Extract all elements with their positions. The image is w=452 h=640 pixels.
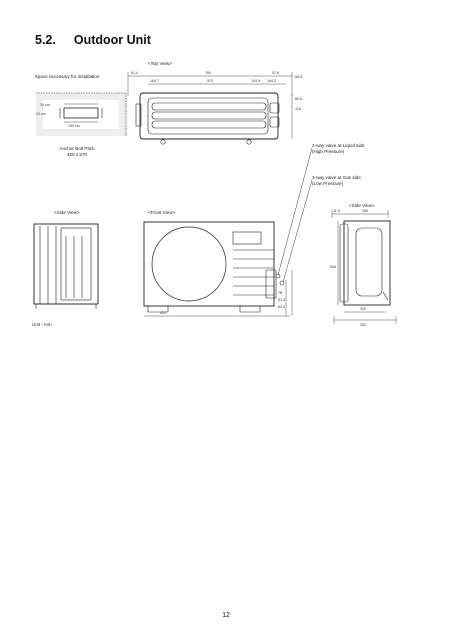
installation-space-diagram xyxy=(36,93,126,136)
page-number: 12 xyxy=(222,612,230,619)
clearance-front: 100 cm xyxy=(68,124,80,128)
section-title: Outdoor Unit xyxy=(73,33,151,47)
front-view-drawing xyxy=(144,222,292,316)
right-side-view-label: <Side View> xyxy=(349,203,375,208)
dim-top-seg3: 104.9 xyxy=(251,79,260,83)
dim-side-depth: 289 xyxy=(362,209,368,213)
valve-gas-note: (Low Pressure) xyxy=(312,181,344,186)
valve-liquid-note: (High Pressure) xyxy=(312,149,345,154)
dim-top-left-offset: 91.4 xyxy=(131,71,138,75)
dim-top-right-part: 57.6 xyxy=(272,71,279,75)
dim-top-seg2: 570 xyxy=(207,79,213,83)
left-side-view-label: <Side View> xyxy=(54,210,80,215)
dim-side-overall: 352 xyxy=(360,323,366,327)
dim-front-valve-c: 63.4 xyxy=(278,305,285,309)
clearance-back: 10 cm xyxy=(40,103,50,107)
valve-liquid-label: 2-way valve at Liquid side xyxy=(312,143,365,148)
anchor-bolt-label: Anchor Bolt Pitch xyxy=(59,146,95,151)
anchor-bolt-size: 320 x 570 xyxy=(66,152,88,157)
dim-side-base: 320 xyxy=(360,307,366,311)
top-view-label: <Top View> xyxy=(148,61,172,66)
dim-side-height: 540 xyxy=(330,265,336,269)
dim-top-depth-a: 55.5 xyxy=(295,75,302,79)
unit-label: Unit : mm xyxy=(32,322,52,327)
dim-front-bottom: 422 xyxy=(160,311,166,315)
valve-gas-label: 3-way valve at Gas side xyxy=(312,175,361,180)
dim-front-valve-a: 78 xyxy=(278,291,282,295)
space-necessary-label: Space necessary for installation xyxy=(34,74,100,79)
dim-top-depth-b: 80.6 xyxy=(295,97,302,101)
valve-leader-lines xyxy=(278,148,312,282)
dim-top-seg4: 164.3 xyxy=(267,79,276,83)
left-side-view-drawing xyxy=(34,224,98,309)
front-view-label: <Front View> xyxy=(148,210,176,215)
dim-top-depth-c: 115 xyxy=(295,107,301,111)
dim-front-valve-b: 51.4 xyxy=(278,298,285,302)
dim-top-total-width: 780 xyxy=(205,71,211,75)
dim-side-offset: 11.5 xyxy=(333,209,340,213)
section-number: 5.2. xyxy=(35,33,56,47)
clearance-side: 10 cm xyxy=(36,112,46,116)
dim-top-seg1: 164.7 xyxy=(150,79,159,83)
